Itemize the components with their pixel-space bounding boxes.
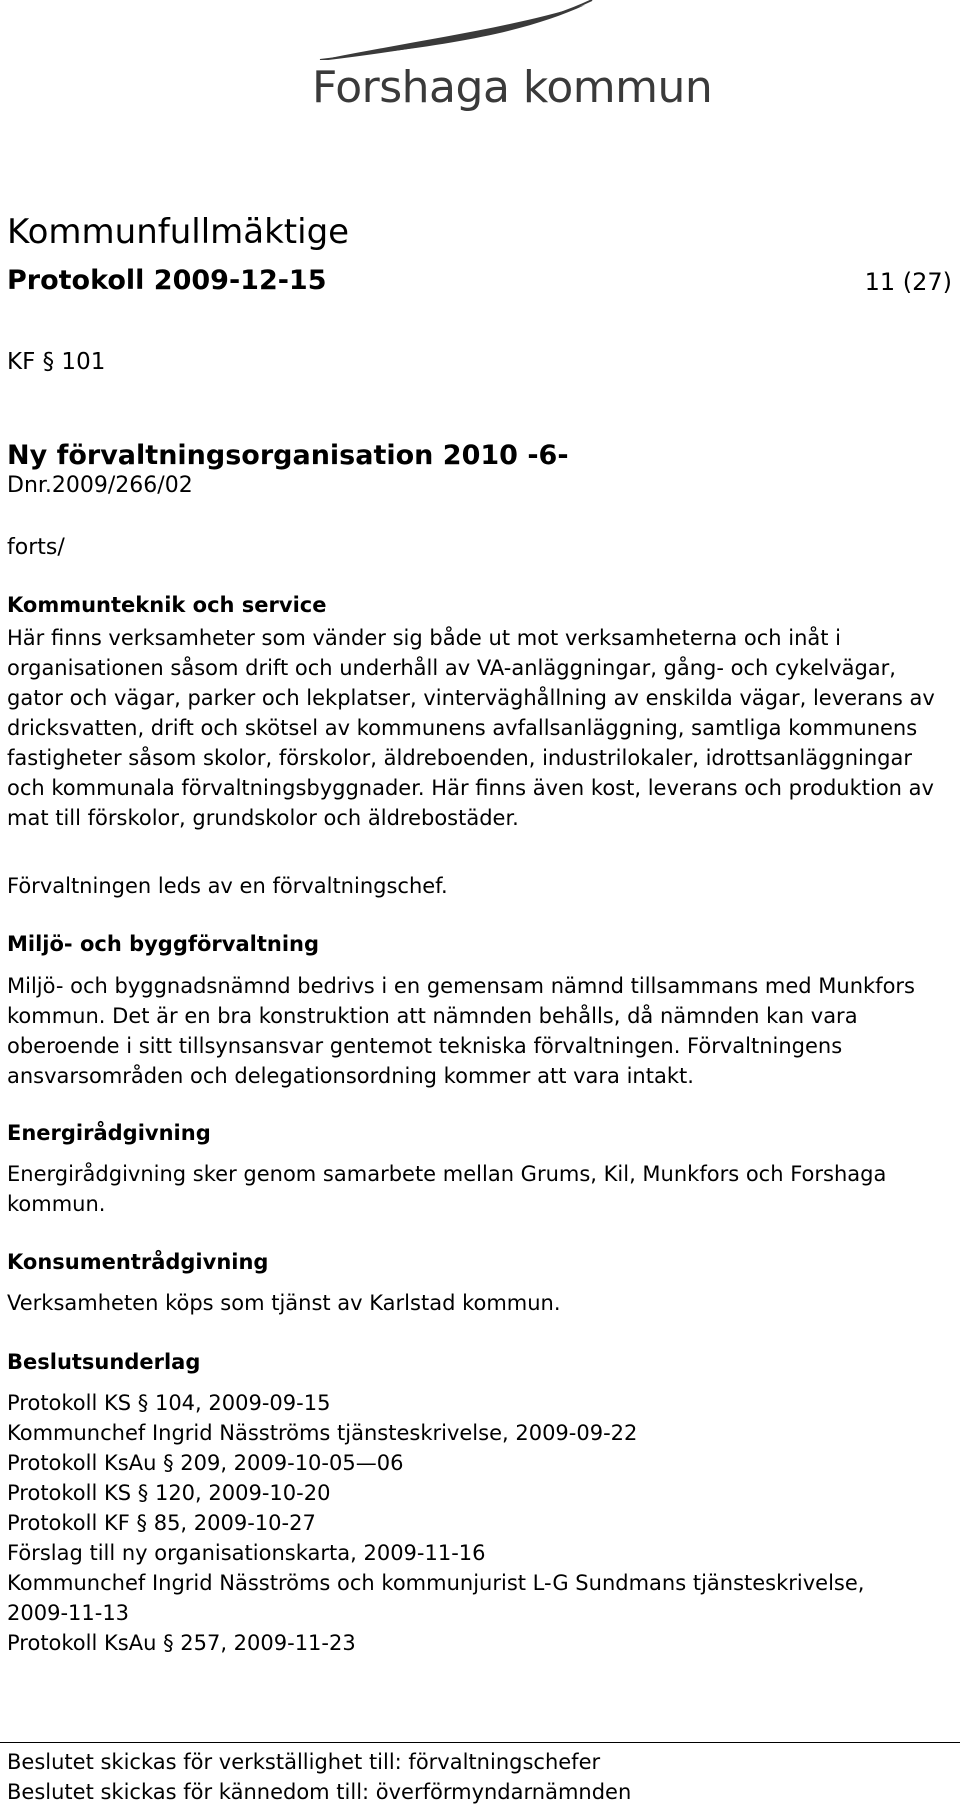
section-text: Miljö- och byggnadsnämnd bedrivs i en gemensam nämnd tillsammans med Munkfors kommun. Det är en bra konstruktion att nämnden behålls, då nämnden kan vara oberoende i sitt tillsynsansvar gentemot tekniska förvaltningen. Förvaltningens ansvarsområden och delegationsordning kommer att vara intakt. [7,974,915,1088]
page-number: 11 (27) [864,268,952,296]
protocol-date: Protokoll 2009-12-15 [7,265,327,296]
list-item: Protokoll KS § 120, 2009-10-20 [7,1481,331,1505]
basis-list [7,1388,952,1658]
logo-text: Forshaga kommun [312,62,713,113]
section-heading: Konsumentrådgivning [7,1250,269,1274]
section-text: Energirådgivning sker genom samarbete mellan Grums, Kil, Munkfors och Forshaga kommun. [7,1162,887,1216]
list-item: Förslag till ny organisationskarta, 2009-11-16 [7,1541,486,1565]
list-item: Kommunchef Ingrid Näsströms tjänsteskrivelse, 2009-09-22 [7,1421,638,1445]
continued-marker: forts/ [7,535,65,560]
section-heading: Kommunteknik och service [7,593,327,617]
section-text: Här finns verksamheter som vänder sig både ut mot verksamheterna och inåt i organisationen såsom drift och underhåll av VA-anläggningar, gång- och cykelvägar, gator och vägar, parker och lekplatser, vinterväghållning av enskilda vägar, leverans av dricksvatten, drift och skötsel av kommunens avfallsanläggning, samtliga kommunens fastigheter såsom skolor, förskolor, äldreboenden, industrilokaler, idrottsanläggningar och kommunala förvaltningsbyggnader. Här finns även kost, leverans och produktion av mat till förskolor, grundskolor och äldrebostäder. [7,626,935,830]
section-text: Verksamheten köps som tjänst av Karlstad kommun. [7,1291,561,1315]
list-item: 2009-11-13 [7,1601,130,1625]
list-item: Protokoll KsAu § 257, 2009-11-23 [7,1631,356,1655]
document-title: Kommunfullmäktige [7,212,350,252]
case-dnr: Dnr.2009/266/02 [7,473,193,498]
list-item: Kommunchef Ingrid Näsströms och kommunjurist L-G Sundmans tjänsteskrivelse, [7,1571,865,1595]
section-heading: Energirådgivning [7,1121,211,1145]
case-title: Ny förvaltningsorganisation 2010 -6- [7,440,569,471]
section-text: Förvaltningen leds av en förvaltningschef. [7,874,448,898]
section-heading: Beslutsunderlag [7,1350,201,1374]
list-item: Protokoll KsAu § 209, 2009-10-05—06 [7,1451,404,1475]
list-item: Protokoll KS § 104, 2009-09-15 [7,1391,331,1415]
logo-swoosh-icon [300,0,660,60]
section-heading: Miljö- och byggförvaltning [7,932,320,956]
list-item: Protokoll KF § 85, 2009-10-27 [7,1511,316,1535]
forshaga-logo [300,0,713,125]
footer-distribution: Beslutet skickas för verkställighet till: förvaltningschefer [7,1750,601,1774]
footer-distribution: Beslutet skickas för kännedom till: överförmyndarnämnden [7,1780,632,1804]
footer-divider [0,1742,960,1743]
case-reference: KF § 101 [7,349,106,375]
